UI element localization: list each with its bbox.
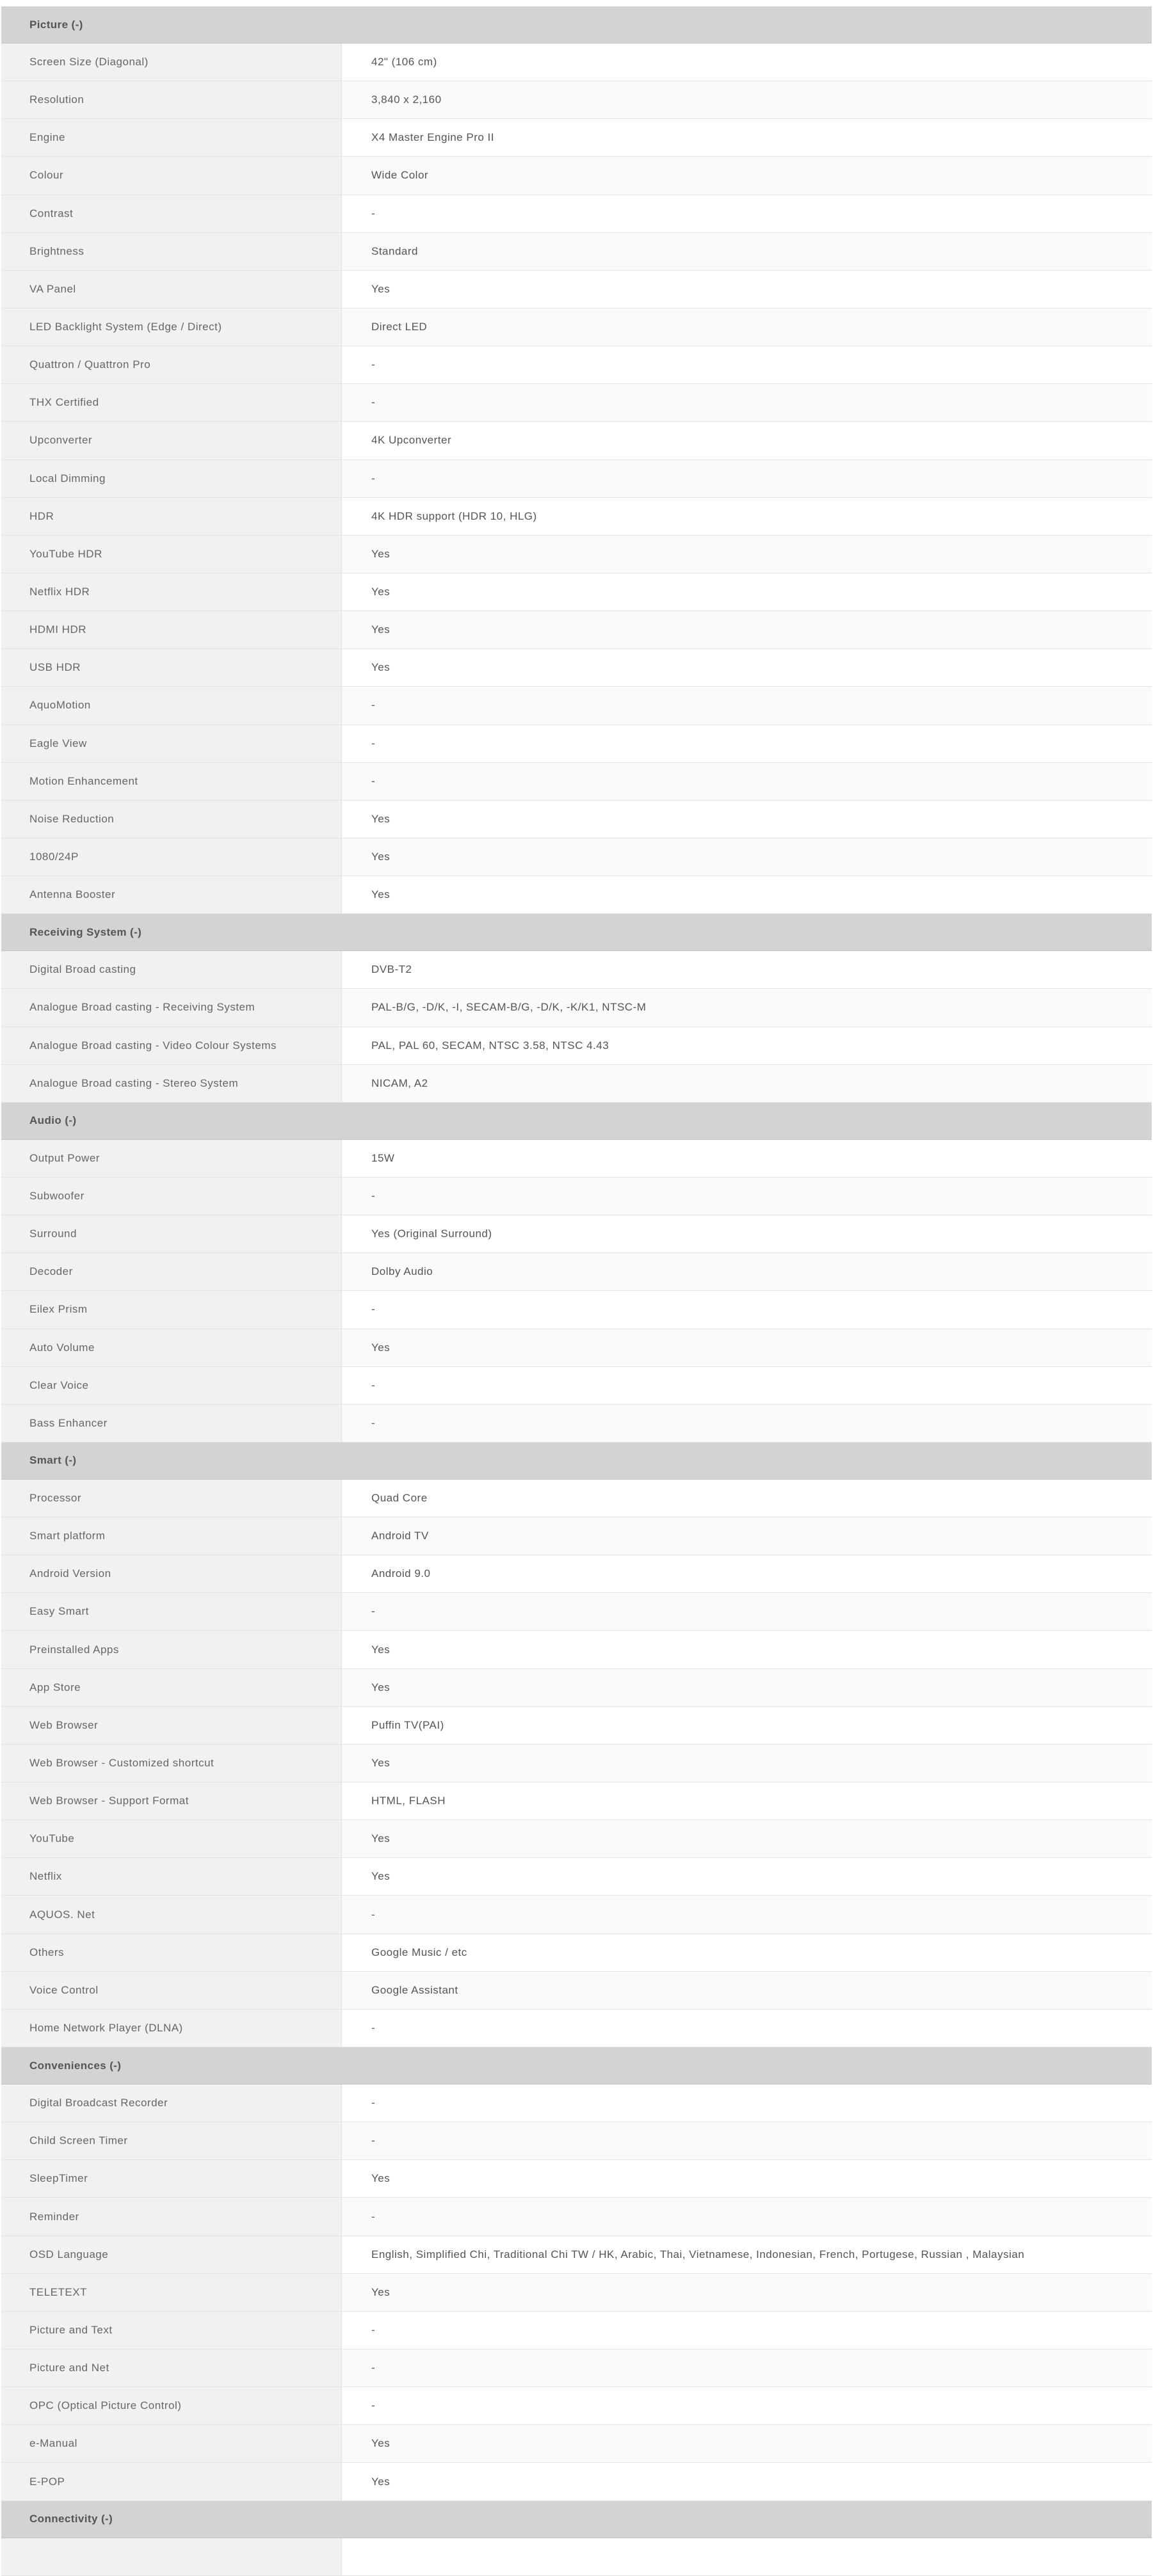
spec-row bbox=[1, 384, 1152, 422]
spec-row bbox=[1, 2538, 1152, 2576]
spec-label bbox=[1, 2538, 342, 2575]
spec-label: Home Network Player (DLNA) bbox=[1, 2010, 342, 2047]
spec-value: Yes bbox=[342, 1858, 1152, 1895]
spec-label: YouTube HDR bbox=[1, 536, 342, 573]
spec-value: PAL-B/G, -D/K, -I, SECAM-B/G, -D/K, -K/K1, NTSC-M bbox=[342, 989, 1152, 1026]
spec-row bbox=[1, 2122, 1152, 2160]
spec-label: Android Version bbox=[1, 1555, 342, 1592]
spec-label: e-Manual bbox=[1, 2425, 342, 2462]
spec-row bbox=[1, 233, 1152, 271]
spec-label: Eilex Prism bbox=[1, 1291, 342, 1328]
spec-label: Output Power bbox=[1, 1140, 342, 1177]
spec-label: HDMI HDR bbox=[1, 611, 342, 648]
spec-row bbox=[1, 1253, 1152, 1291]
spec-value: - bbox=[342, 195, 1152, 232]
spec-row bbox=[1, 2084, 1152, 2122]
spec-value: Google Assistant bbox=[342, 1972, 1152, 2009]
spec-value: Direct LED bbox=[342, 308, 1152, 346]
spec-row bbox=[1, 1707, 1152, 1745]
spec-row bbox=[1, 81, 1152, 119]
spec-value: Yes (Original Surround) bbox=[342, 1215, 1152, 1252]
spec-value: - bbox=[342, 460, 1152, 497]
spec-value: English, Simplified Chi, Traditional Chi TW / HK, Arabic, Thai, Vietnamese, Indonesian, French, Portugese, Russian , Malaysian bbox=[342, 2236, 1152, 2273]
spec-label: Colour bbox=[1, 157, 342, 194]
spec-value: Wide Color bbox=[342, 157, 1152, 194]
spec-label: Eagle View bbox=[1, 725, 342, 762]
spec-row bbox=[1, 1480, 1152, 1517]
spec-row bbox=[1, 838, 1152, 876]
spec-label: Local Dimming bbox=[1, 460, 342, 497]
spec-value: - bbox=[342, 1291, 1152, 1328]
spec-row bbox=[1, 611, 1152, 649]
spec-label: Web Browser - Support Format bbox=[1, 1782, 342, 1820]
spec-value: Yes bbox=[342, 611, 1152, 648]
spec-row bbox=[1, 2312, 1152, 2349]
spec-label: Engine bbox=[1, 119, 342, 156]
spec-value: PAL, PAL 60, SECAM, NTSC 3.58, NTSC 4.43 bbox=[342, 1027, 1152, 1064]
section-header[interactable]: Smart (-) bbox=[1, 1443, 1152, 1480]
spec-value: Yes bbox=[342, 801, 1152, 838]
spec-value: - bbox=[342, 1178, 1152, 1215]
spec-row bbox=[1, 989, 1152, 1027]
spec-value: Yes bbox=[342, 536, 1152, 573]
section-header[interactable]: Conveniences (-) bbox=[1, 2047, 1152, 2084]
spec-label: AquoMotion bbox=[1, 687, 342, 724]
spec-label: Easy Smart bbox=[1, 1593, 342, 1630]
spec-value: Yes bbox=[342, 573, 1152, 611]
spec-value: Yes bbox=[342, 1329, 1152, 1366]
spec-label: Upconverter bbox=[1, 422, 342, 459]
spec-row bbox=[1, 195, 1152, 233]
spec-row bbox=[1, 649, 1152, 687]
spec-row bbox=[1, 2463, 1152, 2500]
spec-label: Web Browser - Customized shortcut bbox=[1, 1745, 342, 1782]
spec-label: Contrast bbox=[1, 195, 342, 232]
spec-label: Picture and Text bbox=[1, 2312, 342, 2349]
spec-value: - bbox=[342, 1896, 1152, 1933]
spec-value: Yes bbox=[342, 1820, 1152, 1857]
spec-label: USB HDR bbox=[1, 649, 342, 686]
spec-row bbox=[1, 1555, 1152, 1593]
spec-value: - bbox=[342, 1405, 1152, 1442]
spec-value: - bbox=[342, 384, 1152, 421]
spec-row bbox=[1, 876, 1152, 914]
spec-value: Yes bbox=[342, 2425, 1152, 2462]
spec-label: YouTube bbox=[1, 1820, 342, 1857]
spec-row bbox=[1, 1934, 1152, 1972]
spec-row bbox=[1, 1669, 1152, 1707]
spec-row bbox=[1, 498, 1152, 536]
spec-row bbox=[1, 573, 1152, 611]
spec-label: Antenna Booster bbox=[1, 876, 342, 913]
spec-value: Standard bbox=[342, 233, 1152, 270]
spec-row bbox=[1, 2160, 1152, 2198]
spec-row bbox=[1, 1631, 1152, 1668]
spec-value: Yes bbox=[342, 876, 1152, 913]
spec-label: Surround bbox=[1, 1215, 342, 1252]
spec-row bbox=[1, 801, 1152, 838]
spec-value: - bbox=[342, 2349, 1152, 2387]
spec-label: Bass Enhancer bbox=[1, 1405, 342, 1442]
spec-value: Quad Core bbox=[342, 1480, 1152, 1517]
spec-row bbox=[1, 157, 1152, 195]
spec-value: 4K HDR support (HDR 10, HLG) bbox=[342, 498, 1152, 535]
spec-row bbox=[1, 1065, 1152, 1103]
section-header[interactable]: Receiving System (-) bbox=[1, 914, 1152, 951]
spec-value: - bbox=[342, 2312, 1152, 2349]
spec-row bbox=[1, 44, 1152, 81]
spec-value: - bbox=[342, 763, 1152, 800]
spec-row bbox=[1, 1745, 1152, 1782]
spec-row bbox=[1, 271, 1152, 308]
spec-row bbox=[1, 2010, 1152, 2047]
spec-row bbox=[1, 2425, 1152, 2463]
spec-label: Child Screen Timer bbox=[1, 2122, 342, 2159]
spec-label: Noise Reduction bbox=[1, 801, 342, 838]
spec-row bbox=[1, 1858, 1152, 1896]
spec-value: Yes bbox=[342, 271, 1152, 308]
spec-label: Smart platform bbox=[1, 1517, 342, 1555]
spec-value: Yes bbox=[342, 1745, 1152, 1782]
spec-label: Decoder bbox=[1, 1253, 342, 1290]
spec-label: Digital Broadcast Recorder bbox=[1, 2084, 342, 2122]
spec-label: Others bbox=[1, 1934, 342, 1971]
spec-row bbox=[1, 1329, 1152, 1367]
spec-label: SleepTimer bbox=[1, 2160, 342, 2197]
spec-row bbox=[1, 1367, 1152, 1405]
spec-label: VA Panel bbox=[1, 271, 342, 308]
spec-label: Picture and Net bbox=[1, 2349, 342, 2387]
spec-label: HDR bbox=[1, 498, 342, 535]
spec-value: Dolby Audio bbox=[342, 1253, 1152, 1290]
spec-label: Resolution bbox=[1, 81, 342, 118]
spec-value: - bbox=[342, 2198, 1152, 2235]
spec-row bbox=[1, 1027, 1152, 1065]
spec-label: LED Backlight System (Edge / Direct) bbox=[1, 308, 342, 346]
spec-row bbox=[1, 119, 1152, 157]
spec-row bbox=[1, 536, 1152, 573]
spec-value: Yes bbox=[342, 1669, 1152, 1706]
spec-value: - bbox=[342, 1367, 1152, 1404]
spec-label: Web Browser bbox=[1, 1707, 342, 1744]
spec-value: - bbox=[342, 1593, 1152, 1630]
section-header[interactable]: Connectivity (-) bbox=[1, 2501, 1152, 2538]
spec-row bbox=[1, 308, 1152, 346]
spec-value: Google Music / etc bbox=[342, 1934, 1152, 1971]
spec-label: Analogue Broad casting - Receiving System bbox=[1, 989, 342, 1026]
spec-label: Netflix HDR bbox=[1, 573, 342, 611]
spec-row bbox=[1, 1820, 1152, 1858]
spec-label: Analogue Broad casting - Stereo System bbox=[1, 1065, 342, 1102]
spec-value: - bbox=[342, 2387, 1152, 2424]
spec-label: TELETEXT bbox=[1, 2274, 342, 2311]
spec-value: Android TV bbox=[342, 1517, 1152, 1555]
spec-label: OSD Language bbox=[1, 2236, 342, 2273]
spec-value: 15W bbox=[342, 1140, 1152, 1177]
spec-label: App Store bbox=[1, 1669, 342, 1706]
spec-value: 4K Upconverter bbox=[342, 422, 1152, 459]
spec-label: Auto Volume bbox=[1, 1329, 342, 1366]
spec-row bbox=[1, 422, 1152, 460]
spec-row bbox=[1, 1291, 1152, 1329]
spec-row bbox=[1, 2236, 1152, 2274]
spec-row bbox=[1, 1517, 1152, 1555]
spec-row bbox=[1, 687, 1152, 724]
spec-value: NICAM, A2 bbox=[342, 1065, 1152, 1102]
spec-label: Screen Size (Diagonal) bbox=[1, 44, 342, 81]
spec-label: Motion Enhancement bbox=[1, 763, 342, 800]
spec-label: Reminder bbox=[1, 2198, 342, 2235]
spec-value: - bbox=[342, 2084, 1152, 2122]
spec-value: Yes bbox=[342, 838, 1152, 876]
spec-label: Brightness bbox=[1, 233, 342, 270]
spec-row bbox=[1, 1140, 1152, 1178]
spec-label: Processor bbox=[1, 1480, 342, 1517]
spec-value: Android 9.0 bbox=[342, 1555, 1152, 1592]
spec-label: THX Certified bbox=[1, 384, 342, 421]
spec-value: 42" (106 cm) bbox=[342, 44, 1152, 81]
spec-label: E-POP bbox=[1, 2463, 342, 2500]
spec-label: AQUOS. Net bbox=[1, 1896, 342, 1933]
spec-row bbox=[1, 2349, 1152, 2387]
spec-row bbox=[1, 2198, 1152, 2236]
spec-value: Yes bbox=[342, 2463, 1152, 2500]
spec-row bbox=[1, 1593, 1152, 1631]
spec-label: Clear Voice bbox=[1, 1367, 342, 1404]
spec-row bbox=[1, 346, 1152, 384]
spec-label: Preinstalled Apps bbox=[1, 1631, 342, 1668]
spec-row bbox=[1, 1782, 1152, 1820]
spec-label: 1080/24P bbox=[1, 838, 342, 876]
spec-value: - bbox=[342, 725, 1152, 762]
spec-value: 3,840 x 2,160 bbox=[342, 81, 1152, 118]
spec-row bbox=[1, 2387, 1152, 2425]
spec-row bbox=[1, 1215, 1152, 1253]
spec-row bbox=[1, 1896, 1152, 1933]
spec-value: - bbox=[342, 687, 1152, 724]
spec-value: HTML, FLASH bbox=[342, 1782, 1152, 1820]
spec-value bbox=[342, 2538, 1152, 2575]
spec-value: DVB-T2 bbox=[342, 951, 1152, 988]
spec-label: Subwoofer bbox=[1, 1178, 342, 1215]
spec-label: Voice Control bbox=[1, 1972, 342, 2009]
spec-value: Yes bbox=[342, 1631, 1152, 1668]
spec-row bbox=[1, 2274, 1152, 2312]
spec-row bbox=[1, 1972, 1152, 2010]
section-header[interactable]: Audio (-) bbox=[1, 1103, 1152, 1140]
spec-value: - bbox=[342, 346, 1152, 383]
spec-row bbox=[1, 951, 1152, 989]
spec-value: Yes bbox=[342, 2274, 1152, 2311]
spec-row bbox=[1, 1405, 1152, 1443]
spec-value: X4 Master Engine Pro II bbox=[342, 119, 1152, 156]
spec-label: Netflix bbox=[1, 1858, 342, 1895]
spec-row bbox=[1, 725, 1152, 763]
spec-row bbox=[1, 460, 1152, 498]
spec-label: OPC (Optical Picture Control) bbox=[1, 2387, 342, 2424]
spec-label: Digital Broad casting bbox=[1, 951, 342, 988]
spec-value: Yes bbox=[342, 649, 1152, 686]
spec-row bbox=[1, 1178, 1152, 1215]
section-header[interactable]: Picture (-) bbox=[1, 6, 1152, 44]
spec-label: Analogue Broad casting - Video Colour Systems bbox=[1, 1027, 342, 1064]
spec-value: Yes bbox=[342, 2160, 1152, 2197]
spec-value: - bbox=[342, 2010, 1152, 2047]
spec-value: - bbox=[342, 2122, 1152, 2159]
spec-row bbox=[1, 763, 1152, 801]
spec-value: Puffin TV(PAI) bbox=[342, 1707, 1152, 1744]
spec-label: Quattron / Quattron Pro bbox=[1, 346, 342, 383]
